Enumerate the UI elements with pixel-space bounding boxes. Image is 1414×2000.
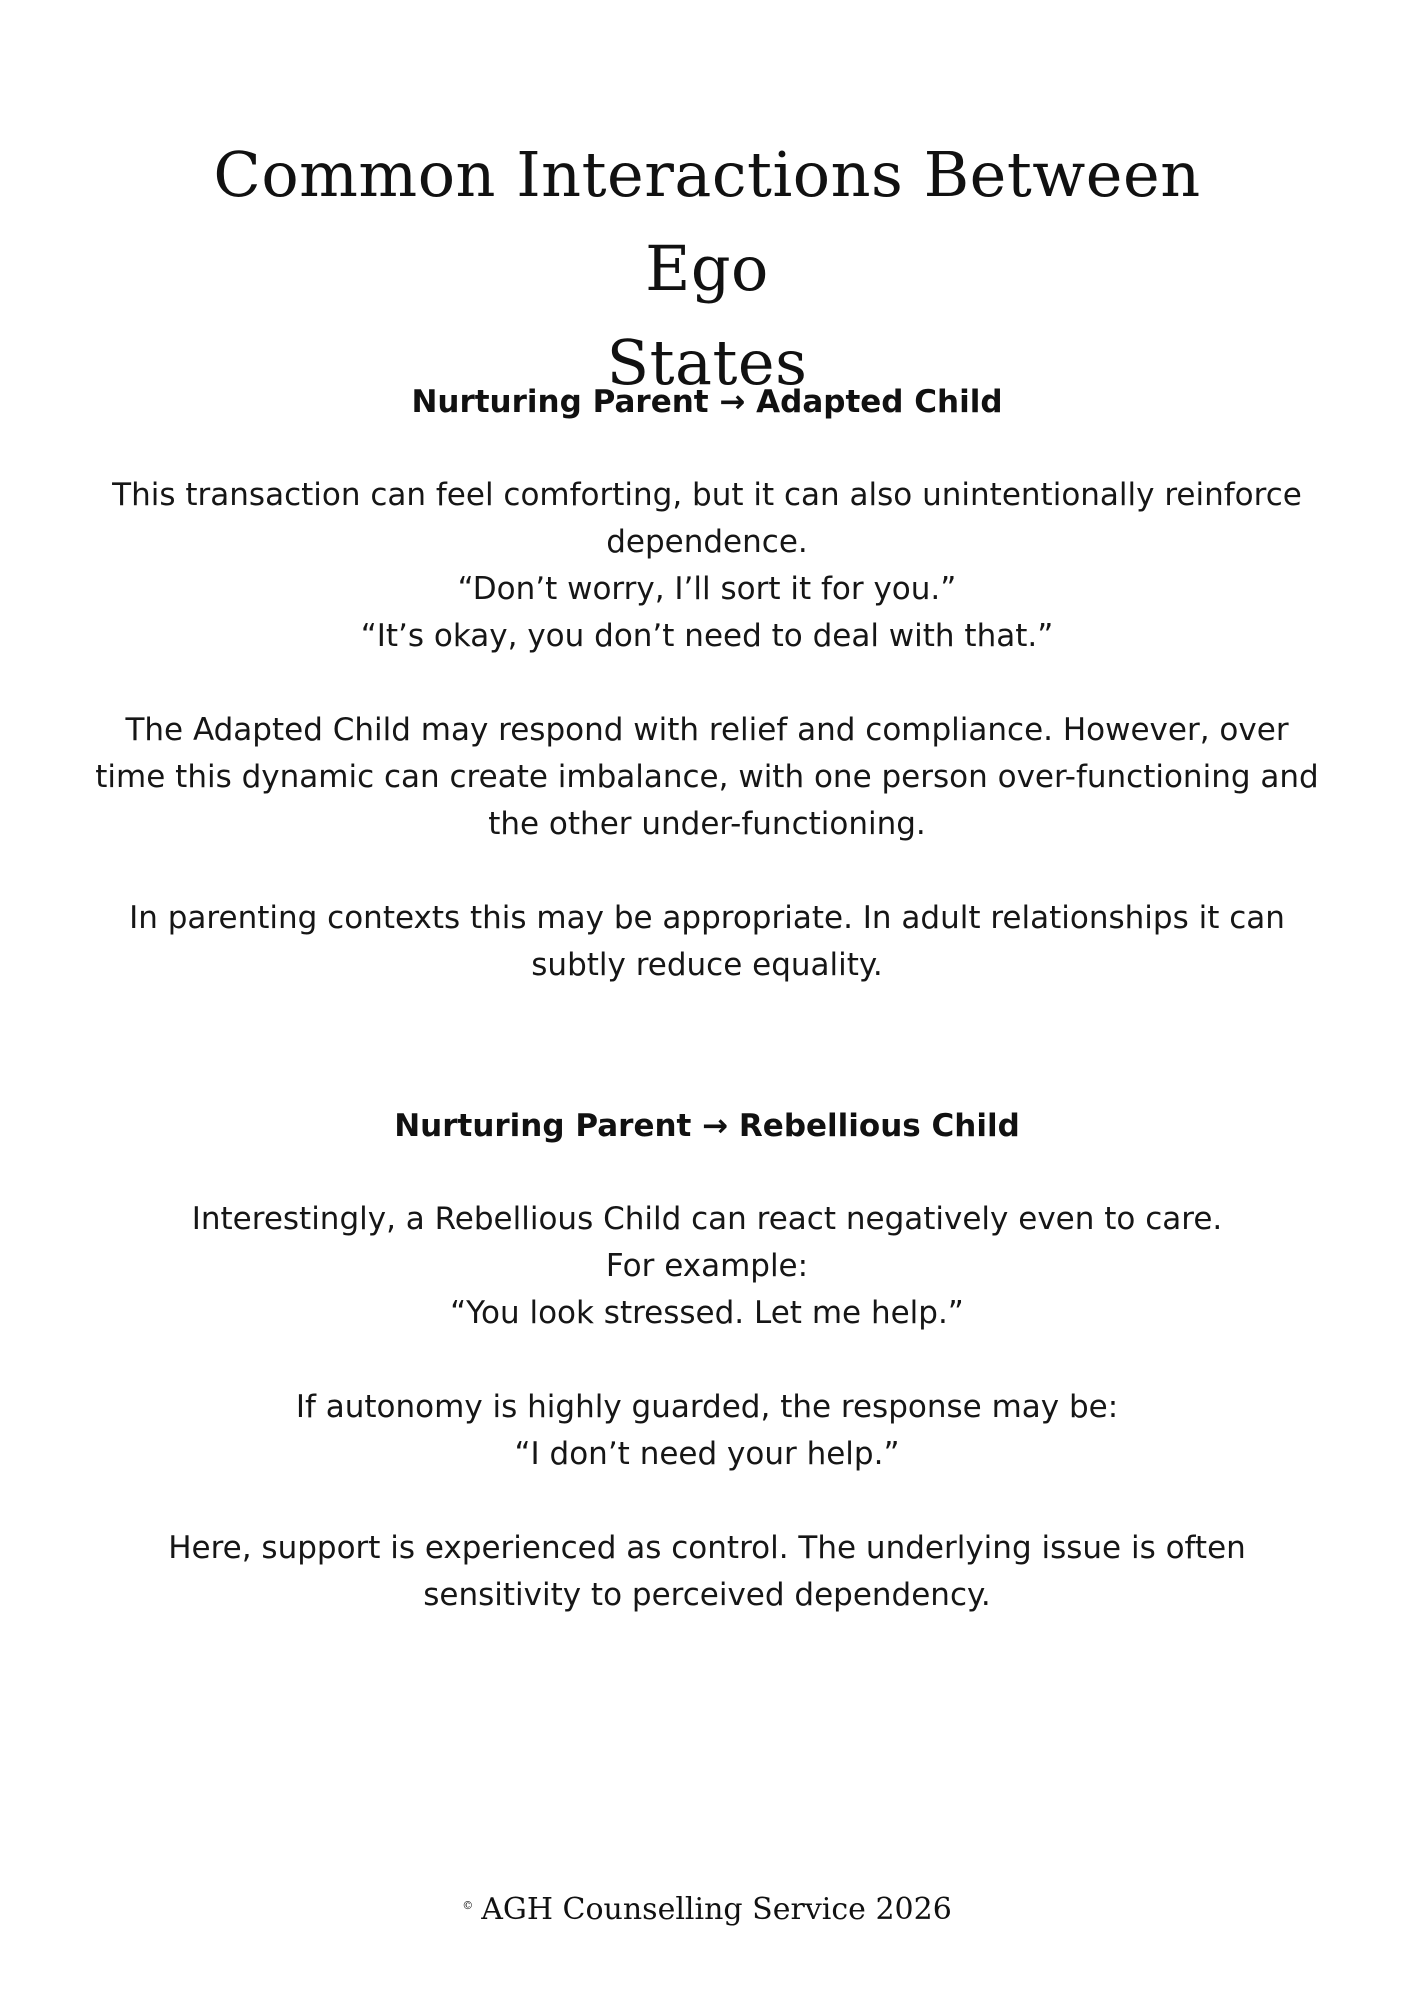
paragraph — [80, 1196, 1334, 1337]
text-line: sensitivity to perceived dependency. — [423, 1577, 991, 1613]
text-line: Interestingly, a Rebellious Child can react negatively even to care. — [191, 1201, 1223, 1237]
page-title-line-2: States — [606, 326, 808, 399]
paragraph — [80, 1384, 1334, 1478]
paragraph — [80, 895, 1334, 989]
page-title-line-1: Common Interactions Between Ego — [213, 138, 1201, 305]
text-line: For example: — [605, 1248, 809, 1284]
quote-line: “Don’t worry, I’ll sort it for you.” — [457, 571, 957, 607]
section-heading: Nurturing Parent → Adapted Child — [411, 384, 1003, 420]
text-line: the other under-functioning. — [488, 806, 926, 842]
text-line: If autonomy is highly guarded, the response may be: — [295, 1389, 1119, 1425]
quote-line: “You look stressed. Let me help.” — [450, 1295, 964, 1331]
section-heading: Nurturing Parent → Rebellious Child — [394, 1108, 1020, 1144]
footer-text: AGH Counselling Service 2026 — [481, 1892, 952, 1927]
section-nurturing-parent-adapted-child — [80, 379, 1334, 1036]
section-nurturing-parent-rebellious-child — [80, 1103, 1334, 1666]
page-title — [157, 128, 1257, 410]
text-line: time this dynamic can create imbalance, with one person over-functioning and — [95, 759, 1319, 795]
text-line: Here, support is experienced as control. The underlying issue is often — [168, 1530, 1246, 1566]
paragraph — [80, 707, 1334, 848]
footer-copyright — [0, 1890, 1414, 1930]
paragraph — [80, 1525, 1334, 1619]
copyright-symbol: © — [462, 1899, 474, 1912]
quote-line: “I don’t need your help.” — [514, 1436, 900, 1472]
text-line: This transaction can feel comforting, but it can also unintentionally reinforce — [112, 477, 1302, 513]
text-line: dependence. — [606, 524, 808, 560]
text-line: The Adapted Child may respond with relief and compliance. However, over — [125, 712, 1289, 748]
paragraph — [80, 472, 1334, 660]
text-line: In parenting contexts this may be appropriate. In adult relationships it can — [129, 900, 1285, 936]
quote-line: “It’s okay, you don’t need to deal with that.” — [360, 618, 1054, 654]
text-line: subtly reduce equality. — [531, 947, 883, 983]
